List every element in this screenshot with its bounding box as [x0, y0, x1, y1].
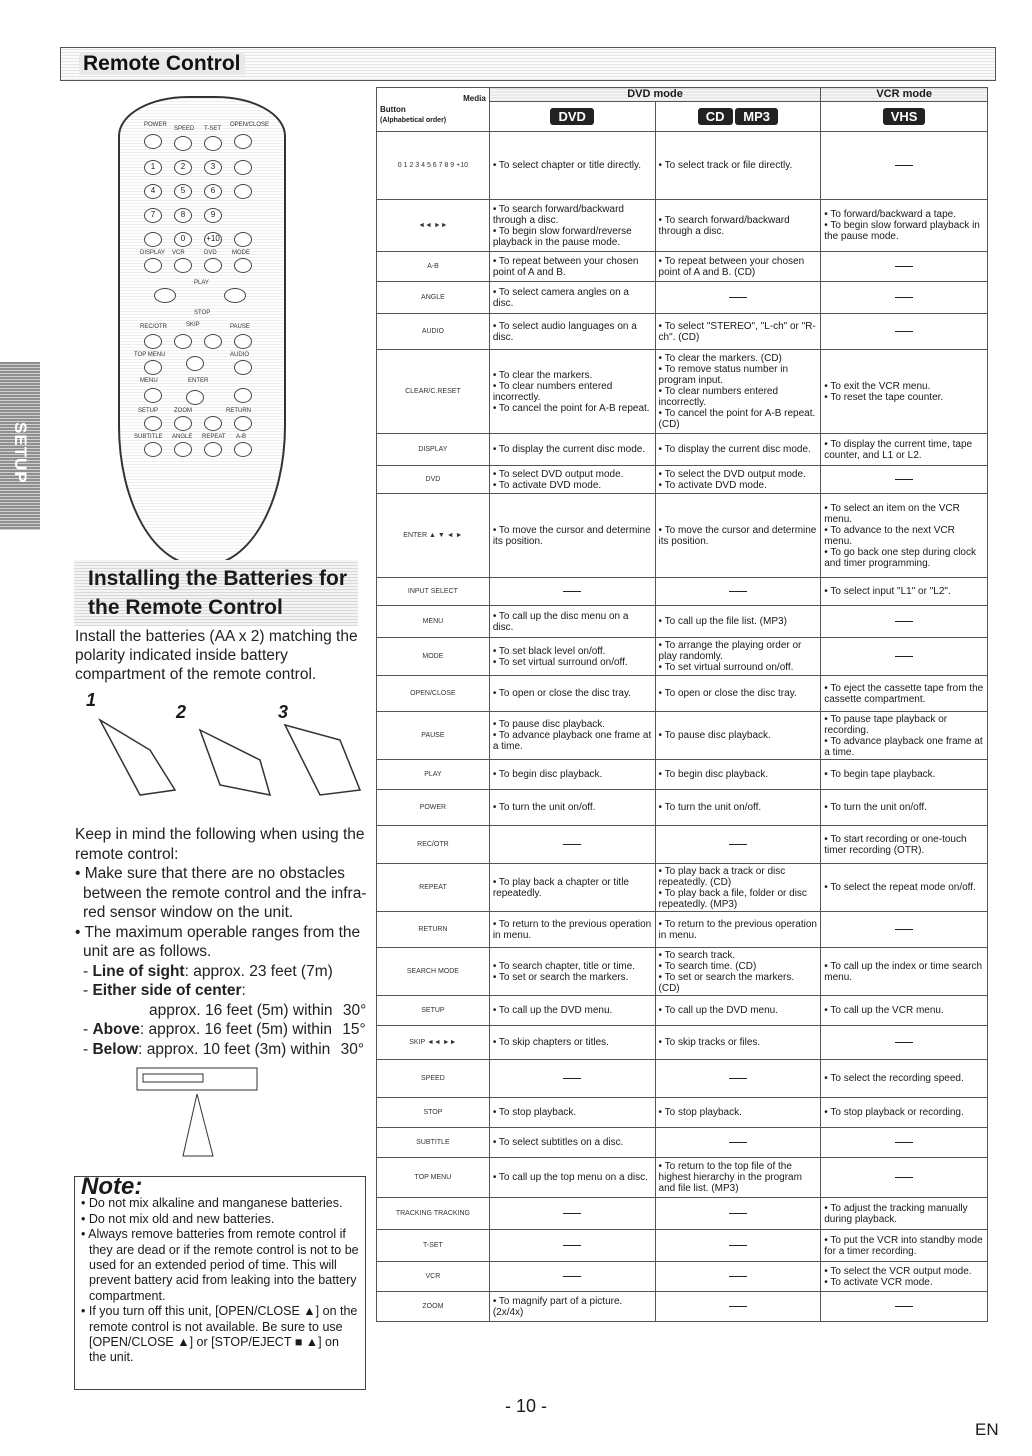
vhs-logo-cell	[821, 102, 988, 132]
vcr-function-cell: • To select an item on the VCR menu. • To advance to the next VCR menu. • To go back one step during clock and timer programming.	[821, 494, 988, 578]
table-row	[377, 948, 988, 996]
vcr-function-cell	[821, 132, 988, 200]
button-cell: DISPLAY	[377, 434, 490, 466]
table-row	[377, 434, 988, 466]
dvd-logo-cell	[489, 102, 655, 132]
play-label: PLAY	[194, 280, 209, 286]
dvd-function-cell: • To begin disc playback.	[489, 760, 655, 790]
dvd-function-cell: • To pause disc playback. • To advance playback one frame at a time.	[489, 712, 655, 760]
dvd-logo: DVD	[550, 108, 593, 125]
vcr-function-cell: • To pause tape playback or recording. • To advance playback one frame at a time.	[821, 712, 988, 760]
remote-label: ANGLE	[172, 434, 193, 440]
remote-label: OPEN/CLOSE	[230, 122, 270, 128]
cd-function-cell: • To begin disc playback.	[655, 760, 821, 790]
remote-key: 4	[144, 184, 162, 199]
cd-function-cell: • To stop playback.	[655, 1098, 821, 1128]
remote-key: 6	[204, 184, 222, 199]
table-row	[377, 578, 988, 606]
remote-key: 2	[174, 160, 192, 175]
vcr-function-cell: • To put the VCR into standby mode for a timer recording.	[821, 1230, 988, 1262]
cd-function-cell: • To return to the top file of the highest hierarchy in the program and file list. (MP3)	[655, 1158, 821, 1198]
dvd-function-cell: • To search forward/backward through a disc. • To begin slow forward/reverse playback in the pause mode.	[489, 200, 655, 252]
note-item: • If you turn off this unit, [OPEN/CLOSE ▲] on the remote control is not available. Be sure to use [OPEN/CLOSE ▲] or [STOP/EJECT ■ ▲] on the unit.	[81, 1304, 358, 1365]
dvd-function-cell: • To stop playback.	[489, 1098, 655, 1128]
battery-steps-illustration	[80, 700, 365, 800]
dvd-function-cell	[489, 1262, 655, 1292]
cd-function-cell: • To open or close the disc tray.	[655, 676, 821, 712]
note-box	[74, 1173, 366, 1390]
button-cell: A-B	[377, 252, 490, 282]
button-function-table	[376, 87, 988, 1322]
remote-label: REPEAT	[202, 434, 226, 440]
button-cell: SUBTITLE	[377, 1128, 490, 1158]
remote-key: 8	[174, 208, 192, 223]
button-cell: PLAY	[377, 760, 490, 790]
remote-key	[234, 388, 252, 403]
remote-key: 7	[144, 208, 162, 223]
vcr-function-cell	[821, 282, 988, 314]
button-cell: REPEAT	[377, 864, 490, 912]
button-cell: INPUT SELECT	[377, 578, 490, 606]
cd-function-cell: • To clear the markers. (CD) • To remove status number in program input. • To clear numbers entered incorrectly. • To cancel the point for A-B repeat. (CD)	[655, 350, 821, 434]
table-row	[377, 314, 988, 350]
remote-label: SUBTITLE	[134, 434, 163, 440]
note-item: • Always remove batteries from remote control if they are dead or if the remote control is not to be used for an extended period of time. This will prevent battery acid from leaking into the battery compartment.	[81, 1227, 359, 1303]
note-item: • Do not mix alkaline and manganese batteries.	[81, 1196, 343, 1211]
remote-key	[186, 390, 204, 405]
remote-key	[234, 258, 252, 273]
remote-label: VCR	[172, 250, 185, 256]
button-cell: MENU	[377, 606, 490, 638]
remote-label: POWER	[144, 122, 167, 128]
table-row	[377, 1060, 988, 1098]
table-row	[377, 676, 988, 712]
vcr-function-cell: • To select the repeat mode on/off.	[821, 864, 988, 912]
dvd-function-cell	[489, 1060, 655, 1098]
unit-sensor-illustration	[135, 1066, 260, 1166]
vcr-function-cell: • To adjust the tracking manually during playback.	[821, 1198, 988, 1230]
button-cell: SEARCH MODE	[377, 948, 490, 996]
remote-key	[144, 334, 162, 349]
remote-key	[174, 416, 192, 431]
vcr-function-cell: • To forward/backward a tape. • To begin slow forward playback in the pause mode.	[821, 200, 988, 252]
remote-key	[204, 416, 222, 431]
remote-key	[144, 232, 162, 247]
remote-label: MODE	[232, 250, 250, 256]
table-row	[377, 494, 988, 578]
vcr-function-cell	[821, 638, 988, 676]
button-cell: DVD	[377, 466, 490, 494]
note-item: • Do not mix old and new batteries.	[81, 1211, 275, 1226]
cd-function-cell: • To repeat between your chosen point of A and B. (CD)	[655, 252, 821, 282]
remote-label: SPEED	[174, 126, 195, 132]
remote-key	[234, 334, 252, 349]
remote-key	[204, 442, 222, 457]
dvd-function-cell: • To magnify part of a picture. (2x/4x)	[489, 1292, 655, 1322]
cd-function-cell: • To arrange the playing order or play randomly. • To set virtual surround on/off.	[655, 638, 821, 676]
dvd-function-cell: • To display the current disc mode.	[489, 434, 655, 466]
dvd-function-cell: • To select chapter or title directly.	[489, 132, 655, 200]
button-cell: ◄◄ ►►	[377, 200, 490, 252]
button-cell: ENTER ▲ ▼ ◄ ►	[377, 494, 490, 578]
vcr-function-cell: • To select the recording speed.	[821, 1060, 988, 1098]
table-row	[377, 712, 988, 760]
ffwd-key	[224, 288, 246, 303]
page-header: Remote Control	[60, 47, 996, 81]
vcr-function-cell: • To call up the VCR menu.	[821, 996, 988, 1026]
remote-label: ZOOM	[174, 408, 192, 414]
button-cell: TRACKING TRACKING	[377, 1198, 490, 1230]
dvd-function-cell: • To call up the DVD menu.	[489, 996, 655, 1026]
remote-key	[234, 360, 252, 375]
table-row	[377, 132, 988, 200]
dvd-function-cell: • To select camera angles on a disc.	[489, 282, 655, 314]
dvd-function-cell: • To play back a chapter or title repeatedly.	[489, 864, 655, 912]
button-cell: STOP	[377, 1098, 490, 1128]
vcr-function-cell	[821, 252, 988, 282]
remote-label: DVD	[204, 250, 217, 256]
button-cell: PAUSE	[377, 712, 490, 760]
remote-key	[234, 134, 252, 149]
cd-function-cell	[655, 282, 821, 314]
remote-label: T-SET	[204, 126, 222, 132]
table-row	[377, 1198, 988, 1230]
vcr-function-cell: • To eject the cassette tape from the cassette compartment.	[821, 676, 988, 712]
table-row	[377, 826, 988, 864]
dvd-function-cell	[489, 1198, 655, 1230]
remote-key	[204, 334, 222, 349]
remote-key: 3	[204, 160, 222, 175]
cd-function-cell	[655, 1198, 821, 1230]
button-cell: VCR	[377, 1262, 490, 1292]
table-row	[377, 1098, 988, 1128]
button-cell: POWER	[377, 790, 490, 826]
remote-key	[144, 134, 162, 149]
stop-label: STOP	[194, 310, 211, 316]
remote-label: SETUP	[138, 408, 159, 414]
remote-key	[174, 442, 192, 457]
mp3-logo: MP3	[735, 108, 778, 125]
dvd-mode-header: DVD mode	[489, 88, 820, 102]
table-row	[377, 1262, 988, 1292]
remote-key	[234, 160, 252, 175]
button-cell: SPEED	[377, 1060, 490, 1098]
remote-label: AUDIO	[230, 352, 250, 358]
cd-mp3-logo-cell	[655, 102, 821, 132]
dvd-function-cell: • To clear the markers. • To clear numbers entered incorrectly. • To cancel the point for A-B repeat.	[489, 350, 655, 434]
cd-function-cell	[655, 1060, 821, 1098]
dvd-function-cell: • To call up the top menu on a disc.	[489, 1158, 655, 1198]
dvd-function-cell	[489, 826, 655, 864]
note-title: Note:	[81, 1173, 143, 1200]
dvd-function-cell: • To repeat between your chosen point of A and B.	[489, 252, 655, 282]
cd-function-cell: • To skip tracks or files.	[655, 1026, 821, 1060]
table-row	[377, 1128, 988, 1158]
remote-label: ENTER	[188, 378, 209, 384]
remote-key	[174, 334, 192, 349]
cd-function-cell	[655, 1230, 821, 1262]
remote-key	[144, 388, 162, 403]
button-cell: SKIP ◄◄ ►►	[377, 1026, 490, 1060]
table-row	[377, 912, 988, 948]
install-batteries-heading: Installing the Batteries for the Remote Control	[74, 560, 358, 626]
vcr-function-cell	[821, 466, 988, 494]
table-row	[377, 252, 988, 282]
remote-label: A-B	[236, 434, 247, 440]
dvd-function-cell: • To turn the unit on/off.	[489, 790, 655, 826]
cd-function-cell: • To select "STEREO", "L-ch" or "R-ch". (CD)	[655, 314, 821, 350]
remote-step1-shape	[100, 720, 175, 795]
dvd-function-cell: • To select DVD output mode. • To activate DVD mode.	[489, 466, 655, 494]
button-cell: CLEAR/C.RESET	[377, 350, 490, 434]
button-cell: TOP MENU	[377, 1158, 490, 1198]
remote-key: 1	[144, 160, 162, 175]
remote-label: SKIP	[186, 322, 200, 328]
keep-in-mind-block: Keep in mind the following when using the remote control: • Make sure that there are no obstacles between the remote control and the infra-red sensor window on the unit. • The maximum operable ranges from the unit are as follows. - Line of sight: approx. 23 feet (7m) - Either side of center: approx. 16 feet (5m) within 30° - Above: approx. 16 feet (5m) within 15° - Below: approx. 10 feet (3m) within 30°	[75, 826, 367, 1058]
dvd-function-cell: • To skip chapters or titles.	[489, 1026, 655, 1060]
table-row	[377, 606, 988, 638]
button-cell: OPEN/CLOSE	[377, 676, 490, 712]
remote-label: RETURN	[226, 408, 251, 414]
remote-key	[144, 360, 162, 375]
button-cell: MODE	[377, 638, 490, 676]
vcr-function-cell	[821, 1128, 988, 1158]
remote-label: TOP MENU	[134, 352, 166, 358]
vcr-function-cell: • To display the current time, tape counter, and L1 or L2.	[821, 434, 988, 466]
button-media-header: Media Button (Alphabetical order)	[377, 88, 490, 132]
remote-key: 5	[174, 184, 192, 199]
button-cell: T-SET	[377, 1230, 490, 1262]
dvd-function-cell	[489, 578, 655, 606]
vcr-function-cell: • To stop playback or recording.	[821, 1098, 988, 1128]
remote-step3-shape	[285, 725, 360, 795]
cd-function-cell: • To play back a track or disc repeatedly. (CD) • To play back a file, folder or disc repeatedly. (MP3)	[655, 864, 821, 912]
table-row	[377, 466, 988, 494]
remote-key	[234, 232, 252, 247]
table-row	[377, 864, 988, 912]
remote-key: +10	[204, 232, 222, 247]
button-cell: ZOOM	[377, 1292, 490, 1322]
vcr-mode-header: VCR mode	[821, 88, 988, 102]
cd-function-cell	[655, 578, 821, 606]
remote-key	[234, 184, 252, 199]
cd-function-cell: • To search track. • To search time. (CD) • To set or search the markers. (CD)	[655, 948, 821, 996]
remote-control-illustration	[118, 96, 286, 566]
cd-function-cell: • To return to the previous operation in menu.	[655, 912, 821, 948]
cd-function-cell	[655, 826, 821, 864]
cd-function-cell: • To select the DVD output mode. • To activate DVD mode.	[655, 466, 821, 494]
remote-key	[144, 258, 162, 273]
dvd-function-cell: • To call up the disc menu on a disc.	[489, 606, 655, 638]
vcr-function-cell: • To exit the VCR menu. • To reset the tape counter.	[821, 350, 988, 434]
unit-body	[137, 1068, 257, 1090]
dvd-function-cell: • To open or close the disc tray.	[489, 676, 655, 712]
cd-logo: CD	[698, 108, 733, 125]
button-cell: ANGLE	[377, 282, 490, 314]
remote-key: 9	[204, 208, 222, 223]
vcr-function-cell	[821, 314, 988, 350]
install-body: Install the batteries (AA x 2) matching the polarity indicated inside battery compartment of the remote control.	[75, 628, 358, 683]
remote-label: DISPLAY	[140, 250, 165, 256]
cd-function-cell: • To display the current disc mode.	[655, 434, 821, 466]
dvd-function-cell: • To select subtitles on a disc.	[489, 1128, 655, 1158]
cd-function-cell	[655, 1292, 821, 1322]
table-row	[377, 200, 988, 252]
table-row	[377, 350, 988, 434]
step-3: 3	[278, 702, 289, 722]
table-row	[377, 1026, 988, 1060]
vcr-function-cell: • To turn the unit on/off.	[821, 790, 988, 826]
button-cell: RETURN	[377, 912, 490, 948]
cd-function-cell	[655, 1128, 821, 1158]
table-row	[377, 1230, 988, 1262]
table-row	[377, 1292, 988, 1322]
table-row	[377, 638, 988, 676]
vcr-function-cell: • To select input "L1" or "L2".	[821, 578, 988, 606]
cd-function-cell: • To call up the DVD menu.	[655, 996, 821, 1026]
cd-function-cell: • To call up the file list. (MP3)	[655, 606, 821, 638]
cd-function-cell: • To pause disc playback.	[655, 712, 821, 760]
dvd-function-cell: • To select audio languages on a disc.	[489, 314, 655, 350]
remote-key: 0	[174, 232, 192, 247]
dvd-function-cell: • To move the cursor and determine its position.	[489, 494, 655, 578]
remote-key	[186, 356, 204, 371]
remote-key	[234, 442, 252, 457]
setup-side-tab: SETUP	[0, 362, 40, 530]
table-row	[377, 790, 988, 826]
dvd-function-cell: • To search chapter, title or time. • To set or search the markers.	[489, 948, 655, 996]
remote-label: PAUSE	[230, 324, 250, 330]
language-code: EN	[975, 1420, 999, 1439]
cd-function-cell	[655, 1262, 821, 1292]
dvd-function-cell	[489, 1230, 655, 1262]
remote-key	[204, 258, 222, 273]
remote-key	[144, 442, 162, 457]
vcr-function-cell: • To start recording or one-touch timer recording (OTR).	[821, 826, 988, 864]
remote-key	[174, 258, 192, 273]
sensor-beam	[183, 1094, 213, 1156]
remote-key	[234, 416, 252, 431]
table-row	[377, 996, 988, 1026]
vcr-function-cell: • To call up the index or time search menu.	[821, 948, 988, 996]
vcr-function-cell	[821, 1292, 988, 1322]
table-row	[377, 1158, 988, 1198]
button-cell: 0 1 2 3 4 5 6 7 8 9 +10	[377, 132, 490, 200]
vcr-function-cell	[821, 1026, 988, 1060]
vhs-logo: VHS	[883, 108, 926, 125]
dvd-function-cell: • To return to the previous operation in menu.	[489, 912, 655, 948]
table-row	[377, 282, 988, 314]
button-cell: SETUP	[377, 996, 490, 1026]
cd-function-cell: • To move the cursor and determine its position.	[655, 494, 821, 578]
cd-function-cell: • To select track or file directly.	[655, 132, 821, 200]
remote-key	[204, 136, 222, 151]
table-row	[377, 760, 988, 790]
remote-label: REC/OTR	[140, 324, 167, 330]
cd-function-cell: • To search forward/backward through a disc.	[655, 200, 821, 252]
remote-key	[174, 136, 192, 151]
button-cell: AUDIO	[377, 314, 490, 350]
cd-function-cell: • To turn the unit on/off.	[655, 790, 821, 826]
remote-label: MENU	[140, 378, 158, 384]
vcr-function-cell: • To begin tape playback.	[821, 760, 988, 790]
rewind-key	[154, 288, 176, 303]
vcr-function-cell	[821, 1158, 988, 1198]
dvd-function-cell: • To set black level on/off. • To set virtual surround on/off.	[489, 638, 655, 676]
step-2: 2	[176, 702, 187, 722]
page-number: - 10 -	[505, 1396, 548, 1416]
button-cell: REC/OTR	[377, 826, 490, 864]
remote-key	[144, 416, 162, 431]
vcr-function-cell: • To select the VCR output mode. • To activate VCR mode.	[821, 1262, 988, 1292]
vcr-function-cell	[821, 912, 988, 948]
step-1: 1	[86, 690, 97, 710]
vcr-function-cell	[821, 606, 988, 638]
remote-step2-shape	[200, 730, 270, 795]
